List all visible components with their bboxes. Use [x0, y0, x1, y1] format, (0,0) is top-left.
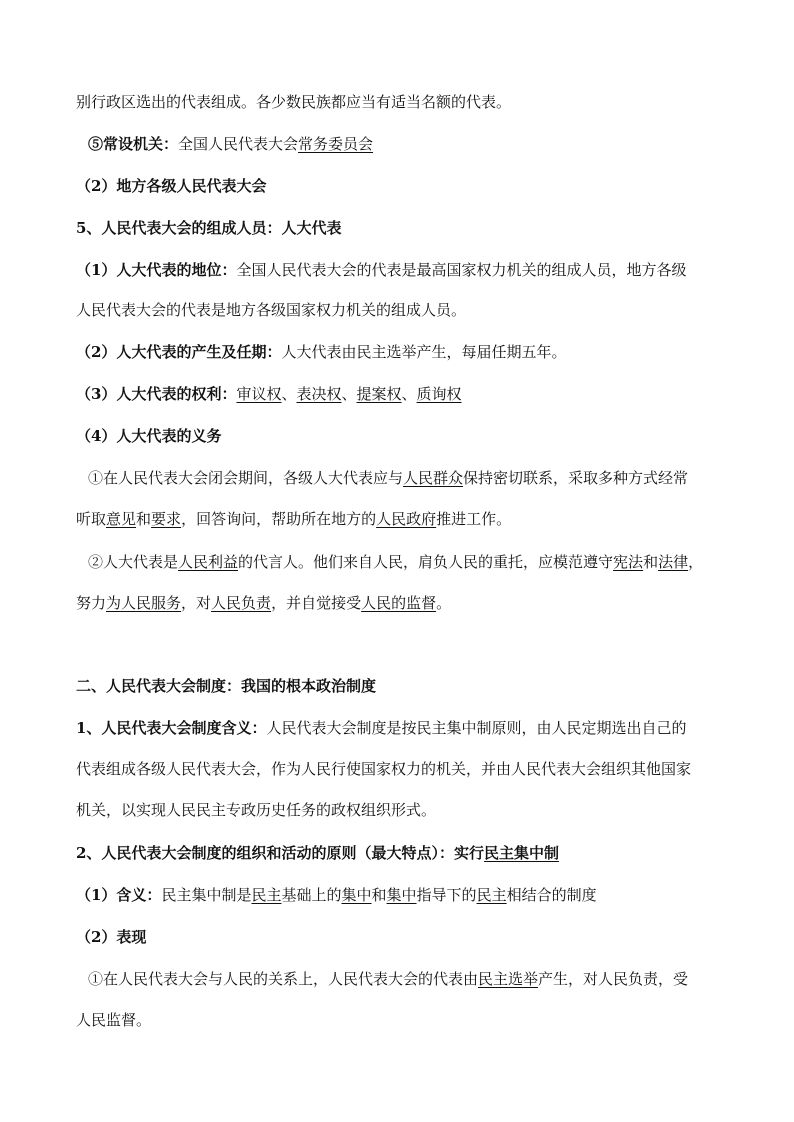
para-duty-1-line-2 — [76, 509, 726, 531]
heading-local-congresses — [76, 176, 726, 198]
para-deputy-rights — [76, 384, 726, 406]
underlined-term: 为人民服务 — [106, 594, 182, 612]
bold-text: （2）地方各级人民代表大会 — [76, 177, 267, 195]
bold-text: （2）人大代表的产生及任期： — [76, 343, 282, 361]
underlined-term: 常务委员会 — [298, 135, 374, 153]
underlined-term: 表决权 — [296, 385, 342, 403]
text-segment: 和 — [371, 886, 387, 904]
text-segment: ①在人民代表大会闭会期间，各级人大代表应与 — [88, 469, 404, 487]
underlined-term: 提案权 — [356, 385, 402, 403]
bold-text: 1、人民代表大会制度含义： — [76, 719, 267, 737]
text-segment: 和 — [643, 553, 659, 571]
text-segment: 民主集中制是 — [161, 886, 252, 904]
para-duty-2-line-2 — [76, 593, 726, 615]
text-segment: ， — [688, 553, 704, 571]
heading-section-5 — [76, 218, 726, 240]
bold-text: （3）人大代表的权利： — [76, 385, 237, 403]
para-manifestation-1-line-1 — [88, 969, 738, 991]
text-segment: 。 — [436, 594, 452, 612]
text-segment: 保持密切联系，采取多种方式经常 — [463, 469, 689, 487]
para-delegates-composition-end — [76, 92, 726, 114]
bold-text: （4）人大代表的义务 — [76, 427, 222, 445]
underlined-term: 审议权 — [236, 385, 282, 403]
para-duty-2-line-1 — [88, 552, 738, 574]
text-segment: ，并自觉接受 — [271, 594, 362, 612]
text-segment: 全国人民代表大会的代表是最高国家权力机关的组成人员，地方各级 — [236, 261, 687, 279]
underlined-term: 民主 — [476, 886, 507, 904]
underlined-term: 民主 — [251, 886, 282, 904]
underlined-term: 人民群众 — [403, 469, 464, 487]
underlined-term: 民主集中制 — [483, 844, 559, 862]
bold-text: （2）表现 — [76, 928, 147, 946]
underlined-term: 集中 — [341, 886, 372, 904]
text-segment: 推进工作。 — [436, 510, 512, 528]
heading-manifestations — [76, 927, 726, 949]
item-standing-body — [88, 134, 738, 156]
bold-text: 二、人民代表大会制度：我国的根本政治制度 — [76, 677, 377, 695]
underlined-term: 人民利益 — [178, 553, 239, 571]
bold-text: （1）含义： — [76, 886, 162, 904]
underlined-term: 人民的监督 — [361, 594, 437, 612]
para-deputy-status-2 — [76, 300, 726, 322]
heading-deputy-duties — [76, 426, 726, 448]
underlined-term: 民主选举 — [478, 970, 539, 988]
bold-text: 5、人民代表大会的组成人员：人大代表 — [76, 219, 342, 237]
para-manifestation-1-line-2 — [76, 1010, 726, 1032]
underlined-term: 人民负责 — [211, 594, 272, 612]
bold-text: ⑤常设机关： — [88, 135, 179, 153]
text-segment: 、 — [401, 385, 417, 403]
para-duty-1-line-1 — [88, 468, 738, 490]
underlined-term: 集中 — [386, 886, 417, 904]
text-segment: 人民代表大会制度是按民主集中制原则，由人民定期选出自己的 — [266, 719, 687, 737]
text-segment: 基础上的 — [281, 886, 342, 904]
text-segment: ①在人民代表大会与人民的关系上，人民代表大会的代表由 — [88, 970, 479, 988]
underlined-term: 意见 — [106, 510, 137, 528]
text-segment: 人民代表大会的代表是地方各级国家权力机关的组成人员。 — [76, 301, 467, 319]
para-deputy-status-1 — [76, 260, 726, 282]
bold-text: 2、人民代表大会制度的组织和活动的原则（最大特点）：实行 — [76, 844, 484, 862]
text-segment: 代表组成各级人民代表大会，作为人民行使国家权力的机关，并由人民代表大会组织其他国家 — [76, 760, 692, 778]
text-segment: ，对 — [181, 594, 212, 612]
text-segment: 相结合的制度 — [506, 886, 597, 904]
text-segment: 全国人民代表大会 — [178, 135, 299, 153]
underlined-term: 宪法 — [613, 553, 644, 571]
heading-section-2-principle — [76, 843, 726, 865]
para-deputy-term — [76, 342, 726, 364]
text-segment: 和 — [136, 510, 152, 528]
underlined-term: 人民政府 — [376, 510, 437, 528]
text-segment: ，回答询问，帮助所在地方的 — [181, 510, 377, 528]
text-segment: 指导下的 — [416, 886, 477, 904]
text-segment: ②人大代表是 — [88, 553, 179, 571]
para-system-meaning-1 — [76, 718, 726, 740]
para-centralism-meaning — [76, 885, 726, 907]
bold-text: （1）人大代表的地位： — [76, 261, 237, 279]
text-segment: 人民监督。 — [76, 1011, 152, 1029]
underlined-term: 法律 — [658, 553, 689, 571]
para-system-meaning-3 — [76, 800, 726, 822]
text-segment: 的代言人。他们来自人民，肩负人民的重托，应模范遵守 — [238, 553, 614, 571]
para-system-meaning-2 — [76, 759, 726, 781]
underlined-term: 要求 — [151, 510, 182, 528]
text-segment: 努力 — [76, 594, 107, 612]
underlined-term: 质询权 — [416, 385, 462, 403]
text-segment: 产生，对人民负责，受 — [538, 970, 689, 988]
text-segment: 、 — [281, 385, 297, 403]
text-segment: 别行政区选出的代表组成。各少数民族都应当有适当名额的代表。 — [76, 93, 512, 111]
heading-part-2 — [76, 676, 726, 698]
text-segment: 机关，以实现人民民主专政历史任务的政权组织形式。 — [76, 801, 437, 819]
text-segment: 、 — [341, 385, 357, 403]
text-segment: 听取 — [76, 510, 107, 528]
text-segment: 人大代表由民主选举产生，每届任期五年。 — [281, 343, 567, 361]
